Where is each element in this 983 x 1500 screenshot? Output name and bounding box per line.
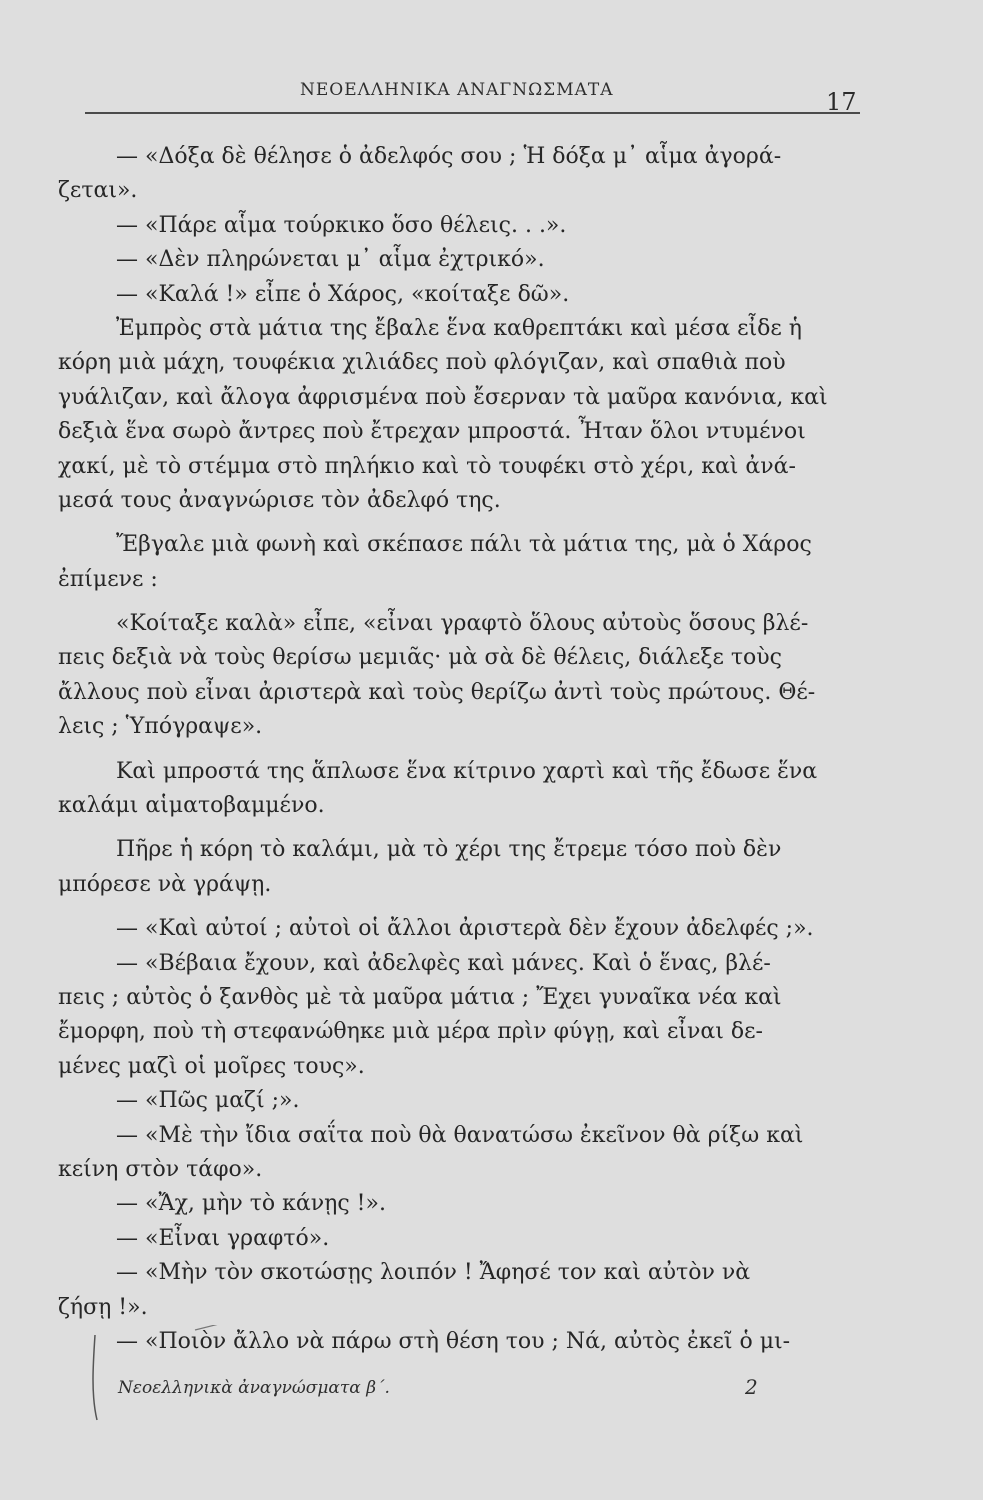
text-line: Πῆρε ἡ κόρη τὸ καλάμι, μὰ τὸ χέρι της ἔτρεμε τόσο ποὺ δὲν xyxy=(116,837,782,863)
text-line: ζεται». xyxy=(58,178,138,204)
text-line: καλάμι αἱματοβαμμένο. xyxy=(58,793,325,819)
pen-mark xyxy=(85,1325,245,1425)
text-line: λεις ; Ὑπόγραψε». xyxy=(58,714,263,740)
text-line: — «Καλά !» εἶπε ὁ Χάρος, «κοίταξε δῶ». xyxy=(116,281,570,307)
text-line: — «Πῶς μαζί ;». xyxy=(116,1088,300,1114)
text-line: πεις δεξιὰ νὰ τοὺς θερίσω μεμιᾶς· μὰ σὰ δὲ θέλεις, διάλεξε τοὺς xyxy=(58,645,782,671)
text-line: μεσά τους ἀναγνώρισε τὸν ἀδελφό της. xyxy=(58,487,501,513)
text-line: — «Ποιὸν ἄλλο νὰ πάρω στὴ θέση του ; Νά, αὐτὸς ἐκεῖ ὁ μι- xyxy=(116,1328,791,1354)
text-line: — «Εἶναι γραφτό». xyxy=(116,1225,330,1251)
text-line: — «Δόξα δὲ θέλησε ὁ ἀδελφός σου ; Ἡ δόξα μ᾽ αἷμα ἀγορά- xyxy=(116,144,782,169)
text-line: δεξιὰ ἕνα σωρὸ ἄντρες ποὺ ἔτρεχαν μπροστά. Ἦταν ὅλοι ντυμένοι xyxy=(58,419,806,445)
body-text xyxy=(58,140,858,1359)
text-line: — «Βέβαια ἔχουν, καὶ ἀδελφὲς καὶ μάνες. Καὶ ὁ ἕνας, βλέ- xyxy=(116,950,771,976)
text-line: χακί, μὲ τὸ στέμμα στὸ πηλήκιο καὶ τὸ τουφέκι στὸ χέρι, καὶ ἀνά- xyxy=(58,453,796,479)
text-line: «Κοίταξε καλὰ» εἶπε, «εἶναι γραφτὸ ὅλους αὐτοὺς ὅσους βλέ- xyxy=(116,611,809,637)
signature-mark: 2 xyxy=(745,1375,758,1399)
running-title: ΝΕΟΕΛΛΗΝΙΚΑ ΑΝΑΓΝΩΣΜΑΤΑ xyxy=(300,80,614,100)
text-line: — «Μὴν τὸν σκοτώσῃς λοιπόν ! Ἄφησέ τον καὶ αὐτὸν νὰ xyxy=(116,1260,751,1286)
text-line: — «Καὶ αὐτοί ; αὐτοὶ οἱ ἄλλοι ἀριστερὰ δὲν ἔχουν ἀδελφές ;». xyxy=(116,916,814,942)
text-line: ζήσῃ !». xyxy=(58,1294,148,1320)
text-line: ἄλλους ποὺ εἶναι ἀριστερὰ καὶ τοὺς θερίζω ἀντὶ τοὺς πρώτους. Θέ- xyxy=(58,679,816,705)
text-line: κείνη στὸν τάφο». xyxy=(58,1156,263,1182)
text-line: κόρη μιὰ μάχη, τουφέκια χιλιάδες ποὺ φλόγιζαν, καὶ σπαθιὰ ποὺ xyxy=(58,350,786,376)
text-line: — «Ἄχ, μὴν τὸ κάνῃς !». xyxy=(116,1191,386,1217)
page-number: 17 xyxy=(826,88,857,116)
text-line: Ἐμπρὸς στὰ μάτια της ἔβαλε ἕνα καθρεπτάκι καὶ μέσα εἶδε ἡ xyxy=(116,315,802,341)
text-line: ἐπίμενε : xyxy=(58,566,158,592)
text-line: Ἔβγαλε μιὰ φωνὴ καὶ σκέπασε πάλι τὰ μάτια της, μὰ ὁ Χάρος xyxy=(116,532,812,558)
header-rule xyxy=(85,112,860,114)
text-line: μένες μαζὶ οἱ μοῖρες τους». xyxy=(58,1053,365,1079)
text-line: — «Μὲ τὴν ἴδια σαΐτα ποὺ θὰ θανατώσω ἐκεῖνον θὰ ρίξω καὶ xyxy=(116,1122,804,1148)
text-line: ἔμορφη, ποὺ τὴ στεφανώθηκε μιὰ μέρα πρὶν φύγῃ, καὶ εἶναι δε- xyxy=(58,1019,763,1045)
text-line: πεις ; αὐτὸς ὁ ξανθὸς μὲ τὰ μαῦρα μάτια ; Ἔχει γυναῖκα νέα καὶ xyxy=(58,984,782,1010)
text-line: — «Πάρε αἷμα τούρκικο ὅσο θέλεις. . .». xyxy=(116,212,567,238)
text-line: γυάλιζαν, καὶ ἄλογα ἀφρισμένα ποὺ ἔσερναν τὰ μαῦρα κανόνια, καὶ xyxy=(58,384,828,410)
text-line: μπόρεσε νὰ γράψῃ. xyxy=(58,871,272,897)
text-line: Καὶ μπροστά της ἅπλωσε ἕνα κίτρινο χαρτὶ καὶ τῆς ἔδωσε ἕνα xyxy=(116,758,818,784)
text-line: — «Δὲν πληρώνεται μ᾽ αἷμα ἐχτρικό». xyxy=(116,247,545,273)
book-title-footer: Νεοελληνικὰ ἀναγνώσματα β΄. xyxy=(118,1378,390,1398)
